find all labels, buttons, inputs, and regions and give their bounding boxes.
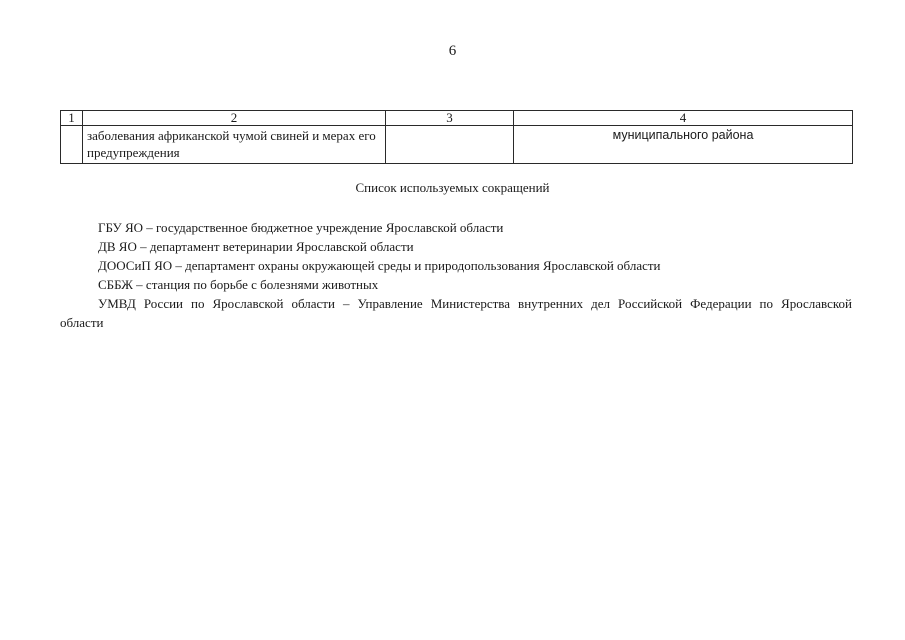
table-cell-number	[61, 126, 83, 164]
table-cell-event: заболевания африканской чумой свиней и мерах его предупреждения	[83, 126, 386, 164]
table-row	[61, 126, 853, 164]
abbreviation-dv: ДВ ЯО – департамент ветеринарии Ярославской области	[98, 239, 414, 254]
table-cell-responsible: муниципального района	[514, 126, 853, 164]
abbreviation-umvd: УМВД России по Ярославской области – Управление Министерства внутренних дел Российской Федерации по Ярославской области	[60, 296, 852, 330]
column-header-2: 2	[83, 111, 386, 126]
abbreviations-list	[60, 218, 852, 332]
abbreviation-sbbzh: СББЖ – станция по борьбе с болезнями животных	[98, 277, 379, 292]
column-header-1: 1	[61, 111, 83, 126]
page-number: 6	[448, 43, 457, 59]
table-cell-deadline	[386, 126, 514, 164]
column-header-4: 4	[514, 111, 853, 126]
column-header-3: 3	[386, 111, 514, 126]
table-header-row	[61, 111, 853, 126]
abbreviations-title: Список используемых сокращений	[355, 180, 550, 195]
abbreviation-gbu: ГБУ ЯО – государственное бюджетное учреждение Ярославской области	[98, 220, 504, 235]
abbreviation-doosip: ДООСиП ЯО – департамент охраны окружающей среды и природопользования Ярославской области	[98, 258, 661, 273]
continuation-table	[60, 110, 853, 164]
